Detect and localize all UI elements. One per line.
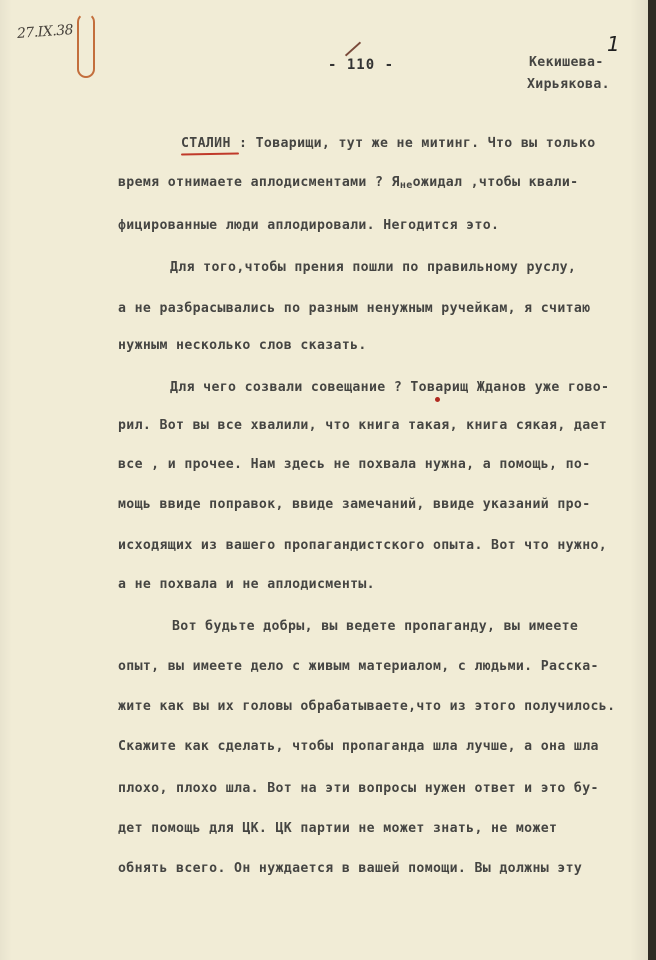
- folio-number: 1: [607, 32, 620, 56]
- handwritten-insert: не: [399, 180, 413, 191]
- page-number: - 110 -: [328, 57, 395, 73]
- text-line-12: а не похвала и не аплодисменты.: [118, 577, 375, 592]
- author-line-2: Хирьякова.: [527, 77, 610, 92]
- text-line-3: фицированные люди аплодировали. Негодится это.: [118, 218, 500, 233]
- text-line-17: плохо, плохо шла. Вот на эти вопросы нужен ответ и это бу-: [118, 781, 599, 796]
- text-line-2-part-a: время отнимаете аплодисментами ? Я: [118, 175, 400, 190]
- text-line-4: Для того,чтобы прения пошли по правильному руслу,: [170, 260, 577, 275]
- text-line-13: Вот будьте добры, вы ведете пропаганду, вы имеете: [172, 619, 579, 634]
- red-pencil-dot: [435, 397, 440, 402]
- text-line-7: Для чего созвали совещание ? Товарищ Жданов уже гово-: [170, 380, 610, 395]
- text-line-2-part-c: ожидал ,чтобы квали-: [412, 175, 579, 190]
- text-line-5: а не разбрасывались по разным ненужным ручейкам, я считаю: [118, 301, 591, 316]
- text-line-6: нужным несколько слов сказать.: [118, 338, 367, 353]
- text-line-14: опыт, вы имеете дело с живым материалом, с людьми. Расска-: [118, 659, 599, 674]
- text-line-1: [181, 137, 596, 150]
- text-line-1-body: : Товарищи, тут же не митинг. Что вы только: [230, 136, 596, 151]
- pencil-date-note: 27.IX.38: [16, 22, 74, 42]
- text-line-9: все , и прочее. Нам здесь не похвала нужна, а помощь, по-: [118, 457, 591, 472]
- staple-mark: [77, 13, 95, 78]
- text-line-18: дет помощь для ЦК. ЦК партии не может знать, не может: [118, 821, 558, 836]
- text-line-15: жите как вы их головы обрабатываете,что из этого получилось.: [118, 699, 616, 714]
- text-line-10: мощь ввиде поправок, ввиде замечаний, ввиде указаний про-: [118, 497, 591, 512]
- author-line-1: Кекишева-: [529, 55, 604, 70]
- speaker-name: СТАЛИН: [181, 136, 231, 151]
- text-line-11: исходящих из вашего пропагандистского опыта. Вот что нужно,: [118, 538, 608, 553]
- text-line-8: рил. Вот вы все хвалили, что книга такая, книга сякая, дает: [118, 418, 608, 433]
- text-line-2: [118, 176, 578, 189]
- page-number-correction-mark: [345, 42, 361, 57]
- text-line-16: Скажите как сделать, чтобы пропаганда шла лучше, а она шла: [118, 739, 599, 754]
- scan-edge: [648, 0, 656, 960]
- speaker-underline: [181, 152, 239, 155]
- text-line-19: обнять всего. Он нуждается в вашей помощи. Вы должны эту: [118, 861, 583, 876]
